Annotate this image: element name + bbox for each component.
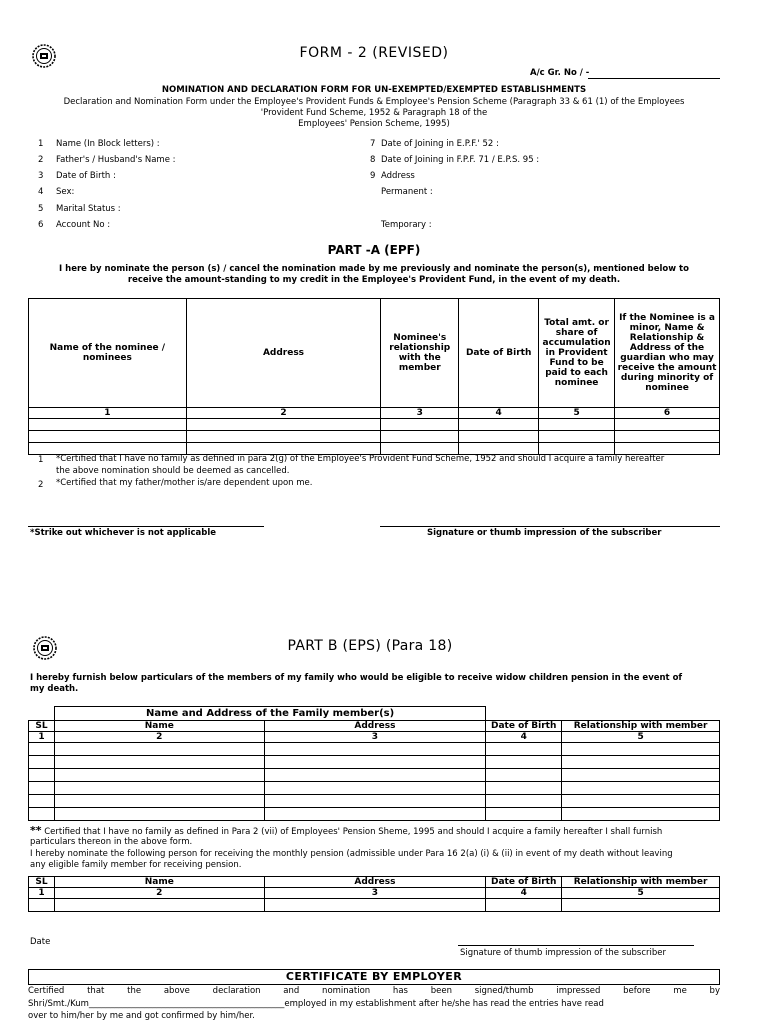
table-row[interactable] [29, 419, 720, 431]
column-number: 4 [486, 888, 562, 899]
field-num: 9 [370, 171, 376, 181]
field-num: 5 [38, 204, 44, 214]
field-num: 2 [38, 155, 44, 165]
column-header: If the Nominee is a minor, Name & Relationship & Address of the guardian who may receive the amount during minority of nominee [615, 299, 720, 408]
column-number: 1 [29, 732, 55, 743]
column-header: Relationship with member [562, 721, 720, 732]
field-doj-epf[interactable]: Date of Joining in E.P.F.' 52 : [381, 139, 499, 149]
field-num: 3 [38, 171, 44, 181]
field-marital-status[interactable]: Marital Status : [56, 204, 121, 214]
column-number: 1 [29, 408, 187, 419]
sub-heading-1: Declaration and Nomination Form under the Employee's Provident Funds & Employee's Pension Scheme (Paragraph 33 & 61 (1) of the Employees [63, 97, 685, 107]
part-b-intro-2: my death. [30, 684, 79, 694]
column-number: 4 [486, 732, 562, 743]
part-b-signature-line[interactable] [458, 945, 694, 946]
column-header: Date of Birth [459, 299, 539, 408]
employer-certificate-line-1: Certified that the above declaration and nomination has been signed/thumb impressed before me by [28, 986, 720, 996]
column-header: Relationship with member [562, 877, 720, 888]
employer-certificate-line-3: over to him/her by me and got confirmed by him/her. [28, 1011, 255, 1021]
field-doj-fpf[interactable]: Date of Joining in F.P.F. 71 / E.P.S. 95 : [381, 155, 540, 165]
cert1-text-2: the above nomination should be deemed as cancelled. [56, 466, 290, 476]
column-header: Nominee's relationship with the member [381, 299, 459, 408]
strike-note: *Strike out whichever is not applicable [30, 528, 217, 538]
sub-heading-3: Employees' Pension Scheme, 1995) [298, 119, 450, 129]
field-num: 4 [38, 187, 44, 197]
column-number: 5 [562, 888, 720, 899]
column-header: Address [264, 877, 486, 888]
column-number: 3 [264, 888, 486, 899]
column-header: SL [29, 721, 55, 732]
form-title: FORM - 2 (REVISED) [299, 45, 449, 61]
part-b-family-table [28, 706, 720, 821]
column-number-row [29, 408, 720, 419]
part-b-cert-2: particulars thereon in the above form. [30, 837, 193, 847]
column-number: 6 [615, 408, 720, 419]
column-header: Total amt. or share of accumulation in Provident Fund to be paid to each nominee [539, 299, 615, 408]
part-b-pension-nominee-table [28, 876, 720, 912]
column-number: 3 [381, 408, 459, 419]
column-header: Date of Birth [486, 877, 562, 888]
signature-line[interactable] [380, 526, 720, 527]
cert2-text: *Certified that my father/mother is/are dependent upon me. [56, 478, 313, 488]
strike-note-line [28, 526, 264, 527]
table-row[interactable] [29, 431, 720, 443]
main-heading: NOMINATION AND DECLARATION FORM FOR UN-EXEMPTED/EXEMPTED ESTABLISHMENTS [161, 85, 587, 95]
part-b-cert-text: Certified that I have no family as defined in Para 2 (vii) of Employees' Pension Sheme, 1995 and should I acquire a family hereafter I shall furnish [41, 827, 663, 837]
column-header: Date of Birth [486, 721, 562, 732]
sub-heading-2: 'Provident Fund Scheme, 1952 & Paragraph 18 of the [260, 108, 488, 118]
double-asterisk: ** [30, 824, 42, 837]
field-account-no[interactable]: Account No : [56, 220, 111, 230]
column-number: 3 [264, 732, 486, 743]
part-a-intro-2: receive the amount-standing to my credit in the Employee's Provident Fund, in the event of my death. [127, 275, 621, 285]
ac-gr-no-field[interactable] [588, 78, 720, 79]
group-header-row [29, 707, 720, 721]
column-number: 5 [539, 408, 615, 419]
table-row[interactable] [29, 756, 720, 769]
table-row[interactable] [29, 769, 720, 782]
column-header: SL [29, 877, 55, 888]
field-dob[interactable]: Date of Birth : [56, 171, 116, 181]
group-header: Name and Address of the Family member(s) [54, 707, 485, 721]
part-b-intro-1: I hereby furnish below particulars of the members of my family who would be eligible to receive widow children pension in the event of [30, 673, 683, 683]
column-header: Name [54, 877, 264, 888]
part-a-nominee-table [28, 298, 720, 455]
column-number: 1 [29, 888, 55, 899]
part-a-signature-label: Signature or thumb impression of the subscriber [427, 528, 662, 538]
field-sex[interactable]: Sex: [56, 187, 75, 197]
part-b-cert-1 [30, 824, 662, 837]
table-header-row [29, 721, 720, 732]
part-a-intro-1: I here by nominate the person (s) / cancel the nomination made by me previously and nominate the person(s), mentioned below to [59, 264, 689, 274]
field-name[interactable]: Name (In Block letters) : [56, 139, 160, 149]
column-number: 2 [54, 732, 264, 743]
column-header: Address [264, 721, 486, 732]
cert1-num: 1 [38, 455, 44, 465]
table-row[interactable] [29, 899, 720, 912]
column-header: Name [54, 721, 264, 732]
column-number: 2 [186, 408, 381, 419]
field-temporary-address[interactable]: Temporary : [381, 220, 432, 230]
date-label[interactable]: Date [30, 937, 51, 947]
field-num: 8 [370, 155, 376, 165]
field-address: Address [381, 171, 415, 181]
field-num: 7 [370, 139, 376, 149]
table-header-row [29, 877, 720, 888]
part-b-nominate-1: I hereby nominate the following person for receiving the monthly pension (admissible under Para 16 2(a) (i) & (ii) in event of my death without leaving [30, 849, 673, 859]
table-row[interactable] [29, 808, 720, 821]
column-number: 4 [459, 408, 539, 419]
table-header-row [29, 299, 720, 408]
field-num: 6 [38, 220, 44, 230]
column-number: 2 [54, 888, 264, 899]
table-row[interactable] [29, 795, 720, 808]
employer-certificate-line-2: Shri/Smt./Kum______________________________________________employed in my establishment after he/she has read the entries have read [28, 999, 604, 1009]
part-b-title: PART B (EPS) (Para 18) [287, 638, 453, 654]
table-row[interactable] [29, 782, 720, 795]
field-num: 1 [38, 139, 44, 149]
ac-gr-no-label: A/c Gr. No / - [530, 68, 590, 78]
part-b-signature-label: Signature of thumb impression of the subscriber [460, 948, 667, 958]
part-a-title: PART -A (EPF) [327, 243, 421, 257]
column-header: Name of the nominee / nominees [29, 299, 187, 408]
cert1-text-1: *Certified that I have no family as defined in para 2(g) of the Employee's Provident Fund Scheme, 1952 and should I acquire a family hereafter [56, 454, 665, 464]
part-b-nominate-2: any eligible family member for receiving pension. [30, 860, 242, 870]
column-header: Address [186, 299, 381, 408]
column-number-row [29, 732, 720, 743]
field-permanent-address[interactable]: Permanent : [381, 187, 433, 197]
column-number-row [29, 888, 720, 899]
field-father-husband[interactable]: Father's / Husband's Name : [56, 155, 176, 165]
column-number: 5 [562, 732, 720, 743]
table-row[interactable] [29, 743, 720, 756]
cert2-num: 2 [38, 480, 44, 490]
employer-certificate-title: CERTIFICATE BY EMPLOYER [28, 969, 720, 985]
table-row[interactable] [29, 443, 720, 455]
